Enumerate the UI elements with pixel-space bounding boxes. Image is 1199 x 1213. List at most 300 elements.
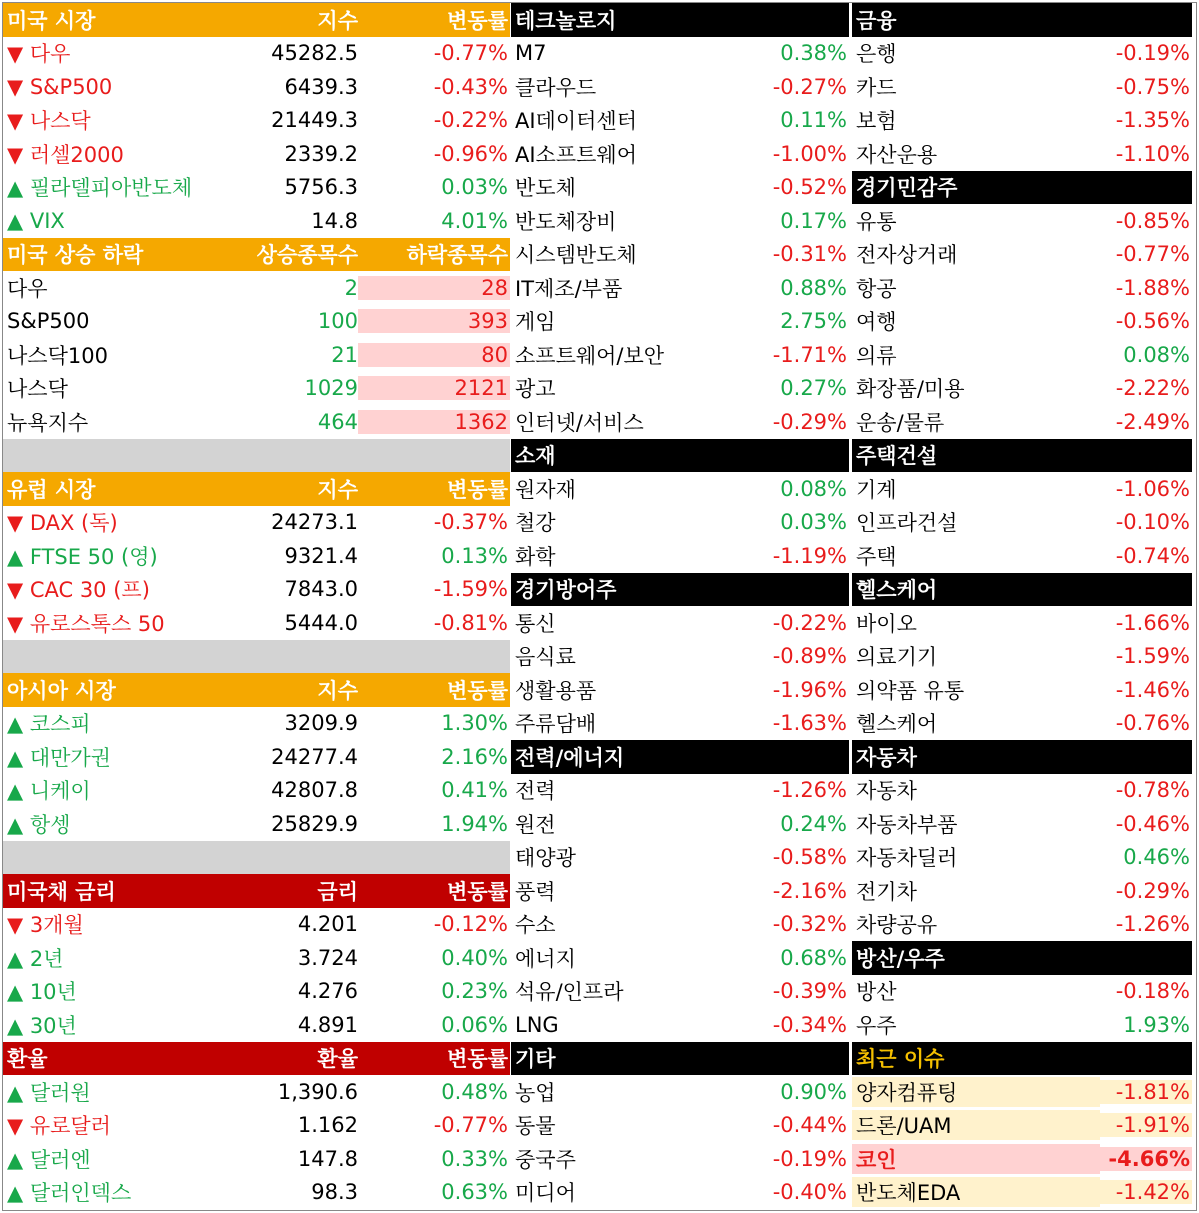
- table-row: [511, 774, 849, 808]
- change-percent: -0.74%: [1115, 543, 1190, 568]
- section-title: 소재: [515, 444, 556, 469]
- sector-name: 자산운용: [856, 142, 938, 167]
- table-row: [511, 238, 849, 272]
- index-value: 4.891: [297, 1012, 358, 1037]
- table-row: [852, 774, 1192, 808]
- advancing-count: 100: [317, 309, 358, 334]
- sector-name: 양자컴퓨팅: [852, 1077, 1100, 1107]
- table-row: [852, 372, 1192, 406]
- column-header: 변동률: [447, 8, 508, 33]
- change-percent: -0.37%: [433, 510, 508, 535]
- table-row: [3, 1075, 510, 1109]
- section-header-미국-시장: [3, 3, 510, 37]
- index-value: 1.162: [297, 1113, 358, 1138]
- section-title: 최근 이슈: [856, 1047, 945, 1072]
- advancing-count: 464: [317, 409, 358, 434]
- change-percent: -1.88%: [1115, 275, 1190, 300]
- sector-name: 카드: [856, 75, 897, 100]
- table-row: [852, 975, 1192, 1009]
- section-header-자동차: [852, 740, 1192, 774]
- sector-name: 의약품 유통: [856, 678, 965, 703]
- section-title: 아시아 시장: [7, 678, 116, 703]
- section-title: 미국 상승 하락: [7, 243, 144, 268]
- declining-count: 393: [358, 309, 510, 333]
- change-percent: 0.90%: [780, 1079, 847, 1104]
- table-row: [852, 539, 1192, 573]
- table-row: [511, 506, 849, 540]
- sector-name: 동물: [515, 1114, 556, 1139]
- sector-name: 여행: [856, 310, 897, 335]
- change-percent: -0.22%: [772, 610, 847, 635]
- table-row: [852, 405, 1192, 439]
- sector-name: 태양광: [515, 846, 576, 871]
- sector-name: AI데이터센터: [515, 109, 637, 134]
- sector-name: 게임: [515, 310, 556, 335]
- index-name: ▲ 필라델피아반도체: [7, 176, 193, 201]
- sector-name: 통신: [515, 611, 556, 636]
- change-percent: -1.00%: [772, 141, 847, 166]
- sector-name: 헬스케어: [856, 712, 938, 737]
- sector-name: 미디어: [515, 1181, 576, 1206]
- section-header-주택건설: [852, 439, 1192, 473]
- table-row: [3, 204, 510, 238]
- change-percent: 0.03%: [780, 510, 847, 535]
- table-row: [852, 338, 1192, 372]
- sector-column-1: [511, 3, 849, 1209]
- sector-name: 전력: [515, 779, 556, 804]
- index-name: ▲ 달러엔: [7, 1147, 91, 1172]
- index-name: ▼ 러셀2000: [7, 142, 124, 167]
- table-row: [852, 841, 1192, 875]
- section-header-기타: [511, 1042, 849, 1076]
- table-row: [852, 137, 1192, 171]
- change-percent: -0.34%: [772, 1012, 847, 1037]
- sector-name: 소프트웨어/보안: [515, 343, 665, 368]
- table-row: [852, 472, 1192, 506]
- breadth-row: [3, 305, 510, 339]
- column-header: 변동률: [447, 1047, 508, 1072]
- section-title: 헬스케어: [856, 578, 938, 603]
- table-row: [852, 1109, 1192, 1143]
- change-percent: -0.31%: [772, 242, 847, 267]
- index-value: 4.276: [297, 979, 358, 1004]
- sector-name: 드론/UAM: [852, 1110, 1100, 1140]
- sector-name: 기계: [856, 477, 897, 502]
- column-header: 변동률: [447, 477, 508, 502]
- table-row: [511, 1109, 849, 1143]
- sector-name: 석유/인프라: [515, 980, 624, 1005]
- sector-name: 화학: [515, 544, 556, 569]
- change-percent: -0.81%: [433, 610, 508, 635]
- section-header-전력-에너지: [511, 740, 849, 774]
- section-header-테크놀로지: [511, 3, 849, 37]
- table-row: [852, 1008, 1192, 1042]
- change-percent: -0.44%: [772, 1113, 847, 1138]
- change-percent: 0.13%: [441, 543, 508, 568]
- index-value: 24273.1: [271, 510, 358, 535]
- table-row: [3, 573, 510, 607]
- section-header-환율: [3, 1042, 510, 1076]
- change-percent: -0.56%: [1115, 309, 1190, 334]
- change-percent: 0.68%: [780, 945, 847, 970]
- change-percent: -1.19%: [772, 543, 847, 568]
- sector-name: M7: [515, 41, 547, 66]
- table-row: [852, 606, 1192, 640]
- table-row: [3, 606, 510, 640]
- section-header-미국-상승-하락: [3, 238, 510, 272]
- section-header-유럽-시장: [3, 472, 510, 506]
- table-row: [511, 1176, 849, 1210]
- change-percent: -4.66%: [1100, 1147, 1192, 1171]
- change-percent: -0.10%: [1115, 510, 1190, 535]
- table-row: [852, 1075, 1192, 1109]
- index-name: ▲ 30년: [7, 1013, 77, 1038]
- index-name: ▼ CAC 30 (프): [7, 578, 150, 603]
- change-percent: -0.77%: [433, 41, 508, 66]
- sector-name: 원자재: [515, 477, 576, 502]
- change-percent: -0.58%: [772, 845, 847, 870]
- table-row: [511, 908, 849, 942]
- change-percent: -1.42%: [1100, 1180, 1192, 1204]
- change-percent: -1.35%: [1115, 108, 1190, 133]
- change-percent: 1.93%: [1123, 1012, 1190, 1037]
- section-title: 방산/우주: [856, 946, 945, 971]
- change-percent: -0.76%: [1115, 711, 1190, 736]
- index-name: 뉴욕지수: [7, 410, 89, 435]
- change-percent: -0.18%: [1115, 979, 1190, 1004]
- table-row: [511, 640, 849, 674]
- sector-name: 우주: [856, 1013, 897, 1038]
- table-row: [511, 204, 849, 238]
- change-percent: 0.48%: [441, 1079, 508, 1104]
- sector-name: IT제조/부품: [515, 276, 623, 301]
- index-name: ▼ S&P500: [7, 74, 113, 99]
- table-row: [852, 1176, 1192, 1210]
- table-row: [3, 1142, 510, 1176]
- change-percent: -2.49%: [1115, 409, 1190, 434]
- change-percent: -0.39%: [772, 979, 847, 1004]
- column-header: 변동률: [447, 678, 508, 703]
- section-spacer: [3, 640, 510, 674]
- section-title: 환율: [7, 1047, 48, 1072]
- change-percent: -0.40%: [772, 1180, 847, 1205]
- advancing-count: 21: [331, 342, 358, 367]
- index-name: ▼ DAX (독): [7, 511, 118, 536]
- index-name: S&P500: [7, 309, 90, 334]
- change-percent: -0.85%: [1115, 208, 1190, 233]
- declining-count: 80: [358, 343, 510, 367]
- table-row: [511, 606, 849, 640]
- index-name: ▲ 항셍: [7, 812, 71, 837]
- change-percent: -1.71%: [772, 342, 847, 367]
- change-percent: 0.46%: [1123, 845, 1190, 870]
- change-percent: 0.33%: [441, 1146, 508, 1171]
- table-row: [852, 506, 1192, 540]
- change-percent: 0.41%: [441, 778, 508, 803]
- index-name: 나스닥: [7, 377, 68, 402]
- sector-name: 시스템반도체: [515, 243, 637, 268]
- change-percent: 2.16%: [441, 744, 508, 769]
- change-percent: -0.77%: [1115, 242, 1190, 267]
- index-name: ▲ 니케이: [7, 779, 91, 804]
- index-value: 25829.9: [271, 811, 358, 836]
- change-percent: -0.75%: [1115, 74, 1190, 99]
- table-row: [852, 874, 1192, 908]
- sector-name: 차량공유: [856, 913, 938, 938]
- index-name: ▼ 유로달러: [7, 1114, 111, 1139]
- change-percent: -1.81%: [1100, 1080, 1192, 1104]
- sector-name: 항공: [856, 276, 897, 301]
- table-row: [852, 640, 1192, 674]
- sector-name: 풍력: [515, 879, 556, 904]
- table-row: [852, 204, 1192, 238]
- index-value: 3.724: [297, 945, 358, 970]
- change-percent: -1.10%: [1115, 141, 1190, 166]
- table-row: [3, 1176, 510, 1210]
- sector-name: 은행: [856, 42, 897, 67]
- index-value: 5756.3: [284, 175, 358, 200]
- table-row: [511, 305, 849, 339]
- change-percent: -1.26%: [772, 778, 847, 803]
- table-row: [852, 807, 1192, 841]
- change-percent: 0.38%: [780, 41, 847, 66]
- sector-name: 자동차부품: [856, 812, 958, 837]
- change-percent: -1.96%: [772, 677, 847, 702]
- index-value: 45282.5: [271, 41, 358, 66]
- change-percent: -0.52%: [772, 175, 847, 200]
- sector-name: 유통: [856, 209, 897, 234]
- index-name: ▼ 다우: [7, 42, 71, 67]
- sector-name: 에너지: [515, 946, 576, 971]
- section-title: 자동차: [856, 745, 917, 770]
- section-title: 미국채 금리: [7, 879, 116, 904]
- sector-name: 전자상거래: [856, 243, 958, 268]
- table-row: [511, 841, 849, 875]
- table-row: [3, 539, 510, 573]
- sector-name: 농업: [515, 1080, 556, 1105]
- table-row: [511, 171, 849, 205]
- index-value: 2339.2: [284, 141, 358, 166]
- table-row: [3, 807, 510, 841]
- change-percent: 0.63%: [441, 1180, 508, 1205]
- change-percent: -1.59%: [1115, 644, 1190, 669]
- sector-name: 자동차: [856, 779, 917, 804]
- table-row: [3, 707, 510, 741]
- index-name: ▼ 유로스톡스 50: [7, 611, 165, 636]
- change-percent: -0.29%: [772, 409, 847, 434]
- market-indices-column: [3, 3, 510, 1209]
- section-title: 경기민감주: [856, 176, 958, 201]
- change-percent: -0.32%: [772, 912, 847, 937]
- index-name: 다우: [7, 276, 48, 301]
- section-header-헬스케어: [852, 573, 1192, 607]
- section-title: 유럽 시장: [7, 477, 96, 502]
- change-percent: -0.27%: [772, 74, 847, 99]
- sector-name: AI소프트웨어: [515, 142, 637, 167]
- sector-name: 주류담배: [515, 712, 597, 737]
- column-header: 하락종목수: [406, 243, 508, 268]
- table-row: [3, 104, 510, 138]
- index-name: ▼ 3개월: [7, 913, 84, 938]
- index-value: 4.201: [297, 912, 358, 937]
- change-percent: 0.08%: [1123, 342, 1190, 367]
- section-title: 주택건설: [856, 444, 938, 469]
- index-name: ▲ 달러원: [7, 1080, 91, 1105]
- change-percent: -1.06%: [1115, 476, 1190, 501]
- table-row: [511, 405, 849, 439]
- index-name: 나스닥100: [7, 343, 108, 368]
- index-value: 5444.0: [284, 610, 358, 635]
- change-percent: 0.88%: [780, 275, 847, 300]
- change-percent: 0.11%: [780, 108, 847, 133]
- table-row: [852, 673, 1192, 707]
- change-percent: -2.16%: [772, 878, 847, 903]
- table-row: [3, 941, 510, 975]
- section-header-방산-우주: [852, 941, 1192, 975]
- sector-name: 방산: [856, 980, 897, 1005]
- sector-name: 화장품/미용: [856, 377, 965, 402]
- sector-name: 반도체EDA: [852, 1177, 1100, 1207]
- column-header: 변동률: [447, 879, 508, 904]
- sector-name: 인프라건설: [856, 511, 958, 536]
- change-percent: 2.75%: [780, 309, 847, 334]
- table-row: [852, 70, 1192, 104]
- table-row: [511, 372, 849, 406]
- table-row: [511, 975, 849, 1009]
- sector-name: 광고: [515, 377, 556, 402]
- section-header-아시아-시장: [3, 673, 510, 707]
- column-header: 지수: [317, 477, 358, 502]
- table-row: [511, 1142, 849, 1176]
- sector-name: 중국주: [515, 1147, 576, 1172]
- sector-name: 운송/물류: [856, 410, 945, 435]
- index-value: 98.3: [311, 1180, 358, 1205]
- change-percent: -1.59%: [433, 577, 508, 602]
- index-value: 14.8: [311, 208, 358, 233]
- change-percent: 0.40%: [441, 945, 508, 970]
- sector-name: 원전: [515, 812, 556, 837]
- sector-name: 반도체: [515, 176, 576, 201]
- index-value: 42807.8: [271, 778, 358, 803]
- table-row: [852, 271, 1192, 305]
- change-percent: 1.94%: [441, 811, 508, 836]
- sector-name: LNG: [515, 1012, 559, 1037]
- section-title: 미국 시장: [7, 8, 96, 33]
- table-row: [511, 941, 849, 975]
- table-row: [852, 238, 1192, 272]
- table-row: [3, 506, 510, 540]
- declining-count: 2121: [358, 376, 510, 400]
- change-percent: -0.77%: [433, 1113, 508, 1138]
- index-name: ▲ 10년: [7, 980, 77, 1005]
- index-value: 9321.4: [284, 543, 358, 568]
- column-header: 지수: [317, 8, 358, 33]
- table-row: [3, 70, 510, 104]
- index-value: 6439.3: [284, 74, 358, 99]
- column-header: 환율: [317, 1047, 358, 1072]
- table-row: [852, 37, 1192, 71]
- table-row: [511, 37, 849, 71]
- index-name: ▲ 대만가권: [7, 745, 111, 770]
- section-spacer: [3, 439, 510, 473]
- section-spacer: [3, 841, 510, 875]
- sector-name: 주택: [856, 544, 897, 569]
- change-percent: 1.30%: [441, 711, 508, 736]
- sector-name: 클라우드: [515, 75, 597, 100]
- breadth-row: [3, 405, 510, 439]
- section-header-경기방어주: [511, 573, 849, 607]
- table-row: [3, 975, 510, 1009]
- index-value: 7843.0: [284, 577, 358, 602]
- change-percent: -1.46%: [1115, 677, 1190, 702]
- table-row: [511, 673, 849, 707]
- section-header-경기민감주: [852, 171, 1192, 205]
- breadth-row: [3, 372, 510, 406]
- change-percent: -0.22%: [433, 108, 508, 133]
- sector-name: 수소: [515, 913, 556, 938]
- change-percent: -2.22%: [1115, 376, 1190, 401]
- table-row: [3, 1008, 510, 1042]
- table-row: [511, 137, 849, 171]
- column-header: 상승종목수: [256, 243, 358, 268]
- sector-name: 인터넷/서비스: [515, 410, 644, 435]
- table-row: [852, 305, 1192, 339]
- section-title: 경기방어주: [515, 578, 617, 603]
- change-percent: 0.23%: [441, 979, 508, 1004]
- table-row: [511, 338, 849, 372]
- section-title: 금융: [856, 8, 897, 33]
- table-row: [511, 807, 849, 841]
- table-row: [852, 104, 1192, 138]
- index-name: ▲ FTSE 50 (영): [7, 544, 158, 569]
- sector-name: 생활용품: [515, 678, 597, 703]
- change-percent: -0.12%: [433, 912, 508, 937]
- sector-name: 바이오: [856, 611, 917, 636]
- table-row: [511, 472, 849, 506]
- change-percent: -0.96%: [433, 141, 508, 166]
- index-value: 147.8: [297, 1146, 358, 1171]
- table-row: [852, 908, 1192, 942]
- advancing-count: 1029: [304, 376, 358, 401]
- sector-name: 의류: [856, 343, 897, 368]
- table-row: [3, 171, 510, 205]
- change-percent: -0.78%: [1115, 778, 1190, 803]
- index-name: ▲ 달러인덱스: [7, 1181, 132, 1206]
- sector-name: 보험: [856, 109, 897, 134]
- table-row: [852, 1142, 1192, 1176]
- table-row: [3, 1109, 510, 1143]
- declining-count: 1362: [358, 410, 510, 434]
- table-row: [511, 707, 849, 741]
- section-header-최근-이슈: [852, 1042, 1192, 1076]
- index-value: 21449.3: [271, 108, 358, 133]
- sector-name: 의료기기: [856, 645, 938, 670]
- table-row: [3, 908, 510, 942]
- index-name: ▲ VIX: [7, 208, 65, 233]
- index-value: 24277.4: [271, 744, 358, 769]
- index-name: ▲ 코스피: [7, 712, 91, 737]
- breadth-row: [3, 338, 510, 372]
- declining-count: 28: [358, 276, 510, 300]
- sector-name: 전기차: [856, 879, 917, 904]
- change-percent: -0.19%: [1115, 41, 1190, 66]
- section-header-금융: [852, 3, 1192, 37]
- section-header-미국채-금리: [3, 874, 510, 908]
- change-percent: 0.17%: [780, 208, 847, 233]
- index-value: 3209.9: [284, 711, 358, 736]
- section-header-소재: [511, 439, 849, 473]
- change-percent: -1.26%: [1115, 912, 1190, 937]
